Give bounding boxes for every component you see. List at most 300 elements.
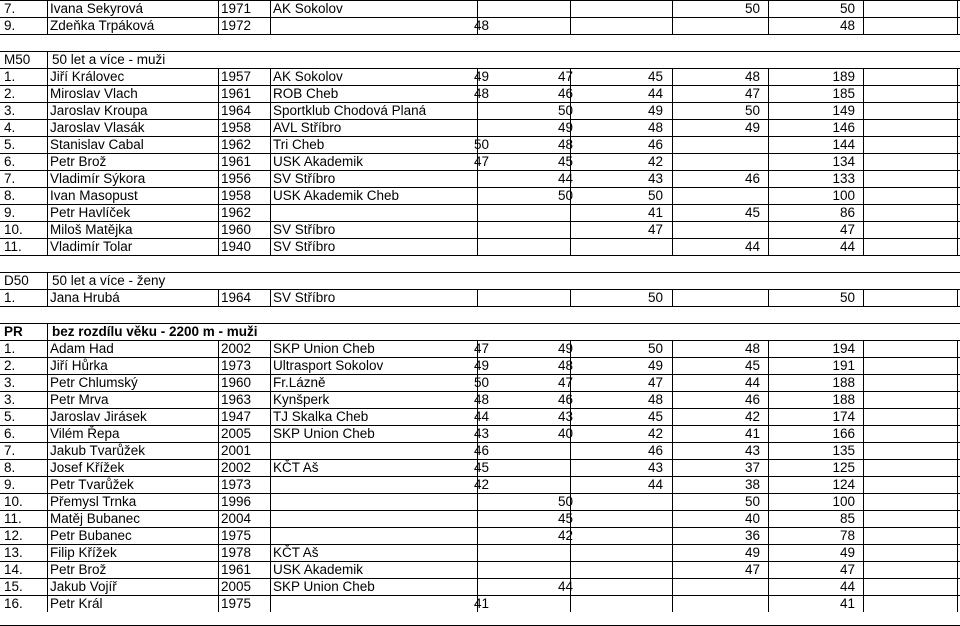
r3-cell: 50: [647, 188, 663, 203]
rank-cell: 15.: [4, 579, 23, 594]
rank-cell: 2.: [4, 358, 16, 373]
name-cell: Vladimír Sýkora: [50, 171, 146, 186]
year-cell: 1961: [221, 154, 252, 169]
name-cell: Jaroslav Vlasák: [50, 120, 145, 135]
year-cell: 1961: [221, 86, 252, 101]
column-divider: [863, 188, 864, 204]
column-divider: [768, 18, 769, 34]
column-divider: [477, 511, 478, 527]
name-cell: Zdeňka Trpáková: [50, 18, 155, 33]
r1-cell: 45: [473, 460, 489, 475]
column-divider: [570, 596, 571, 612]
column-divider: [768, 375, 769, 391]
column-divider: [957, 409, 958, 425]
column-divider: [218, 154, 219, 170]
year-cell: 1972: [221, 18, 252, 33]
r4-cell: 46: [744, 392, 760, 407]
column-divider: [47, 222, 48, 238]
year-cell: 1978: [221, 545, 252, 560]
column-divider: [863, 341, 864, 357]
table-row: [0, 187, 960, 204]
column-divider: [218, 205, 219, 221]
rank-cell: 9.: [4, 205, 16, 220]
total-cell: 47: [839, 222, 855, 237]
table-row: [0, 153, 960, 170]
column-divider: [477, 1, 478, 17]
column-divider: [672, 579, 673, 595]
column-divider: [218, 375, 219, 391]
name-cell: Adam Had: [50, 341, 114, 356]
table-row: [0, 289, 960, 306]
name-cell: Petr Tvarůžek: [50, 477, 134, 492]
column-divider: [768, 205, 769, 221]
column-divider: [672, 409, 673, 425]
column-divider: [768, 511, 769, 527]
name-cell: Jiří Královec: [50, 69, 125, 84]
column-divider: [477, 528, 478, 544]
club-cell: SKP Union Cheb: [273, 579, 375, 594]
r4-cell: 47: [744, 86, 760, 101]
column-divider: [863, 103, 864, 119]
column-divider: [270, 18, 271, 34]
column-divider: [768, 392, 769, 408]
column-divider: [270, 562, 271, 578]
column-divider: [477, 205, 478, 221]
table-row: [0, 561, 960, 578]
column-divider: [672, 511, 673, 527]
column-divider: [47, 273, 48, 289]
category-title: bez rozdílu věku - 2200 m - muži: [52, 324, 258, 339]
name-cell: Petr Chlumský: [50, 375, 138, 390]
column-divider: [218, 18, 219, 34]
column-divider: [270, 375, 271, 391]
column-divider: [672, 154, 673, 170]
column-divider: [672, 443, 673, 459]
column-divider: [768, 290, 769, 306]
column-divider: [672, 69, 673, 85]
column-divider: [47, 477, 48, 493]
column-divider: [218, 443, 219, 459]
name-cell: Petr Havlíček: [50, 205, 131, 220]
column-divider: [47, 545, 48, 561]
column-divider: [218, 562, 219, 578]
rank-cell: 8.: [4, 460, 16, 475]
r2-cell: 49: [557, 341, 573, 356]
table-row: [0, 68, 960, 85]
year-cell: 1964: [221, 290, 252, 305]
column-divider: [863, 69, 864, 85]
category-code: D50: [4, 273, 29, 288]
total-cell: 50: [839, 1, 855, 16]
rank-cell: 3.: [4, 103, 16, 118]
total-cell: 78: [839, 528, 855, 543]
r1-cell: 43: [473, 426, 489, 441]
column-divider: [570, 18, 571, 34]
category-header-row: [0, 323, 960, 340]
column-divider: [672, 290, 673, 306]
column-divider: [957, 290, 958, 306]
r1-cell: 48: [473, 86, 489, 101]
column-divider: [672, 596, 673, 612]
column-divider: [270, 69, 271, 85]
table-row: [0, 119, 960, 136]
column-divider: [270, 222, 271, 238]
column-divider: [270, 443, 271, 459]
blank-row: [0, 34, 960, 51]
r4-cell: 38: [744, 477, 760, 492]
club-cell: SV Stříbro: [273, 171, 336, 186]
club-cell: AK Sokolov: [273, 69, 343, 84]
column-divider: [672, 375, 673, 391]
column-divider: [863, 409, 864, 425]
column-divider: [270, 426, 271, 442]
column-divider: [477, 239, 478, 255]
column-divider: [47, 18, 48, 34]
r3-cell: 44: [647, 477, 663, 492]
column-divider: [672, 222, 673, 238]
r2-cell: 42: [557, 528, 573, 543]
column-divider: [768, 120, 769, 136]
column-divider: [863, 205, 864, 221]
column-divider: [957, 477, 958, 493]
column-divider: [768, 562, 769, 578]
name-cell: Jana Hrubá: [50, 290, 120, 305]
r2-cell: 45: [557, 511, 573, 526]
r2-cell: 48: [557, 358, 573, 373]
rank-cell: 9.: [4, 18, 16, 33]
r2-cell: 50: [557, 494, 573, 509]
r1-cell: 48: [473, 18, 489, 33]
total-cell: 191: [832, 358, 855, 373]
club-cell: USK Akademik: [273, 154, 364, 169]
column-divider: [863, 392, 864, 408]
r4-cell: 50: [744, 494, 760, 509]
rank-cell: 11.: [4, 511, 22, 526]
column-divider: [863, 443, 864, 459]
r4-cell: 48: [744, 341, 760, 356]
year-cell: 2001: [221, 443, 252, 458]
rank-cell: 10.: [4, 222, 23, 237]
name-cell: Jaroslav Kroupa: [50, 103, 148, 118]
total-cell: 188: [832, 375, 855, 390]
r4-cell: 50: [744, 1, 760, 16]
name-cell: Miroslav Vlach: [50, 86, 138, 101]
column-divider: [270, 579, 271, 595]
club-cell: TJ Skalka Cheb: [273, 409, 369, 424]
total-cell: 44: [839, 579, 855, 594]
column-divider: [218, 222, 219, 238]
column-divider: [570, 477, 571, 493]
column-divider: [672, 171, 673, 187]
column-divider: [768, 222, 769, 238]
club-cell: AK Sokolov: [273, 1, 343, 16]
total-cell: 149: [832, 103, 855, 118]
column-divider: [957, 205, 958, 221]
column-divider: [957, 392, 958, 408]
total-cell: 189: [832, 69, 855, 84]
name-cell: Vilém Řepa: [50, 426, 120, 441]
column-divider: [768, 409, 769, 425]
total-cell: 166: [832, 426, 855, 441]
club-cell: Tri Cheb: [273, 137, 325, 152]
r3-cell: 48: [647, 120, 663, 135]
table-row: [0, 442, 960, 459]
column-divider: [863, 596, 864, 612]
club-cell: Fr.Lázně: [273, 375, 326, 390]
column-divider: [477, 188, 478, 204]
r3-cell: 42: [647, 426, 663, 441]
column-divider: [218, 392, 219, 408]
column-divider: [957, 239, 958, 255]
name-cell: Jakub Tvarůžek: [50, 443, 146, 458]
year-cell: 1996: [221, 494, 252, 509]
r3-cell: 44: [647, 86, 663, 101]
column-divider: [218, 120, 219, 136]
column-divider: [768, 460, 769, 476]
table-row: [0, 493, 960, 510]
column-divider: [477, 103, 478, 119]
total-cell: 135: [832, 443, 855, 458]
table-row: [0, 408, 960, 425]
column-divider: [863, 477, 864, 493]
column-divider: [47, 324, 48, 340]
total-cell: 144: [832, 137, 855, 152]
r3-cell: 49: [647, 358, 663, 373]
r2-cell: 49: [557, 120, 573, 135]
column-divider: [863, 528, 864, 544]
r4-cell: 44: [744, 239, 760, 254]
column-divider: [672, 460, 673, 476]
club-cell: Kynšperk: [273, 392, 330, 407]
table-row: [0, 85, 960, 102]
column-divider: [863, 562, 864, 578]
column-divider: [270, 239, 271, 255]
column-divider: [672, 205, 673, 221]
rank-cell: 13.: [4, 545, 23, 560]
column-divider: [47, 205, 48, 221]
r2-cell: 50: [557, 103, 573, 118]
column-divider: [47, 69, 48, 85]
column-divider: [768, 477, 769, 493]
year-cell: 1964: [221, 103, 252, 118]
r1-cell: 50: [473, 137, 489, 152]
year-cell: 2005: [221, 426, 252, 441]
column-divider: [218, 239, 219, 255]
total-cell: 86: [839, 205, 855, 220]
column-divider: [218, 171, 219, 187]
table-row: [0, 595, 960, 612]
column-divider: [47, 562, 48, 578]
column-divider: [863, 120, 864, 136]
category-code: PR: [4, 324, 23, 339]
column-divider: [218, 290, 219, 306]
column-divider: [47, 1, 48, 17]
total-cell: 47: [839, 562, 855, 577]
column-divider: [957, 69, 958, 85]
column-divider: [270, 137, 271, 153]
column-divider: [270, 290, 271, 306]
column-divider: [47, 528, 48, 544]
column-divider: [47, 511, 48, 527]
column-divider: [570, 562, 571, 578]
total-cell: 85: [839, 511, 855, 526]
name-cell: Stanislav Cabal: [50, 137, 144, 152]
r1-cell: 47: [473, 154, 489, 169]
table-row: [0, 340, 960, 357]
name-cell: Jaroslav Jirásek: [50, 409, 147, 424]
column-divider: [270, 205, 271, 221]
column-divider: [672, 426, 673, 442]
r4-cell: 45: [744, 358, 760, 373]
column-divider: [768, 1, 769, 17]
column-divider: [863, 358, 864, 374]
column-divider: [270, 528, 271, 544]
column-divider: [218, 409, 219, 425]
column-divider: [768, 154, 769, 170]
year-cell: 1940: [221, 239, 252, 254]
club-cell: Ultrasport Sokolov: [273, 358, 384, 373]
column-divider: [270, 1, 271, 17]
table-row: [0, 374, 960, 391]
club-cell: AVL Stříbro: [273, 120, 342, 135]
column-divider: [957, 18, 958, 34]
club-cell: SV Stříbro: [273, 222, 336, 237]
total-cell: 125: [832, 460, 855, 475]
r3-cell: 47: [647, 222, 663, 237]
column-divider: [270, 409, 271, 425]
column-divider: [47, 137, 48, 153]
column-divider: [957, 596, 958, 612]
column-divider: [957, 1, 958, 17]
column-divider: [957, 341, 958, 357]
column-divider: [863, 579, 864, 595]
column-divider: [477, 545, 478, 561]
column-divider: [957, 154, 958, 170]
r3-cell: 42: [647, 154, 663, 169]
rank-cell: 9.: [4, 477, 16, 492]
r2-cell: 46: [557, 392, 573, 407]
column-divider: [218, 426, 219, 442]
column-divider: [768, 545, 769, 561]
column-divider: [863, 511, 864, 527]
rank-cell: 5.: [4, 137, 16, 152]
club-cell: SV Stříbro: [273, 239, 336, 254]
column-divider: [218, 596, 219, 612]
table-row: [0, 170, 960, 187]
column-divider: [218, 358, 219, 374]
column-divider: [768, 494, 769, 510]
column-divider: [672, 392, 673, 408]
column-divider: [672, 562, 673, 578]
column-divider: [270, 596, 271, 612]
column-divider: [863, 239, 864, 255]
year-cell: 1975: [221, 528, 252, 543]
column-divider: [957, 460, 958, 476]
rank-cell: 3.: [4, 375, 16, 390]
name-cell: Petr Brož: [50, 154, 107, 169]
column-divider: [47, 188, 48, 204]
column-divider: [957, 137, 958, 153]
column-divider: [672, 137, 673, 153]
column-divider: [477, 222, 478, 238]
r1-cell: 49: [473, 358, 489, 373]
name-cell: Josef Křížek: [50, 460, 125, 475]
total-cell: 49: [839, 545, 855, 560]
r1-cell: 47: [473, 341, 489, 356]
column-divider: [270, 103, 271, 119]
total-cell: 185: [832, 86, 855, 101]
year-cell: 1958: [221, 188, 252, 203]
r2-cell: 43: [557, 409, 573, 424]
column-divider: [768, 103, 769, 119]
column-divider: [768, 528, 769, 544]
name-cell: Filip Křížek: [50, 545, 117, 560]
rank-cell: 16.: [4, 596, 23, 611]
total-cell: 146: [832, 120, 855, 135]
r3-cell: 46: [647, 137, 663, 152]
r2-cell: 47: [557, 375, 573, 390]
table-row: [0, 17, 960, 34]
total-cell: 134: [832, 154, 855, 169]
column-divider: [270, 545, 271, 561]
column-divider: [863, 86, 864, 102]
r1-cell: 41: [473, 596, 489, 611]
column-divider: [218, 86, 219, 102]
column-divider: [768, 596, 769, 612]
column-divider: [957, 562, 958, 578]
total-cell: 174: [832, 409, 855, 424]
column-divider: [47, 494, 48, 510]
r3-cell: 43: [647, 460, 663, 475]
r3-cell: 45: [647, 69, 663, 84]
column-divider: [47, 290, 48, 306]
total-cell: 48: [839, 18, 855, 33]
column-divider: [218, 511, 219, 527]
club-cell: SV Stříbro: [273, 290, 336, 305]
table-row: [0, 510, 960, 527]
table-row: [0, 204, 960, 221]
category-header-row: [0, 51, 960, 68]
name-cell: Petr Bubanec: [50, 528, 132, 543]
name-cell: Ivan Masopust: [50, 188, 138, 203]
column-divider: [47, 171, 48, 187]
column-divider: [218, 137, 219, 153]
column-divider: [957, 103, 958, 119]
club-cell: SKP Union Cheb: [273, 341, 375, 356]
table-row: [0, 544, 960, 561]
r4-cell: 49: [744, 545, 760, 560]
column-divider: [863, 222, 864, 238]
r3-cell: 50: [647, 341, 663, 356]
year-cell: 1958: [221, 120, 252, 135]
column-divider: [957, 120, 958, 136]
r2-cell: 45: [557, 154, 573, 169]
column-divider: [570, 239, 571, 255]
column-divider: [957, 545, 958, 561]
column-divider: [863, 171, 864, 187]
column-divider: [218, 494, 219, 510]
category-title: 50 let a více - ženy: [52, 273, 166, 288]
column-divider: [47, 341, 48, 357]
rank-cell: 11.: [4, 239, 22, 254]
total-cell: 194: [832, 341, 855, 356]
year-cell: 1973: [221, 358, 252, 373]
column-divider: [768, 86, 769, 102]
r3-cell: 50: [647, 290, 663, 305]
club-cell: USK Akademik Cheb: [273, 188, 400, 203]
column-divider: [672, 86, 673, 102]
column-divider: [477, 171, 478, 187]
